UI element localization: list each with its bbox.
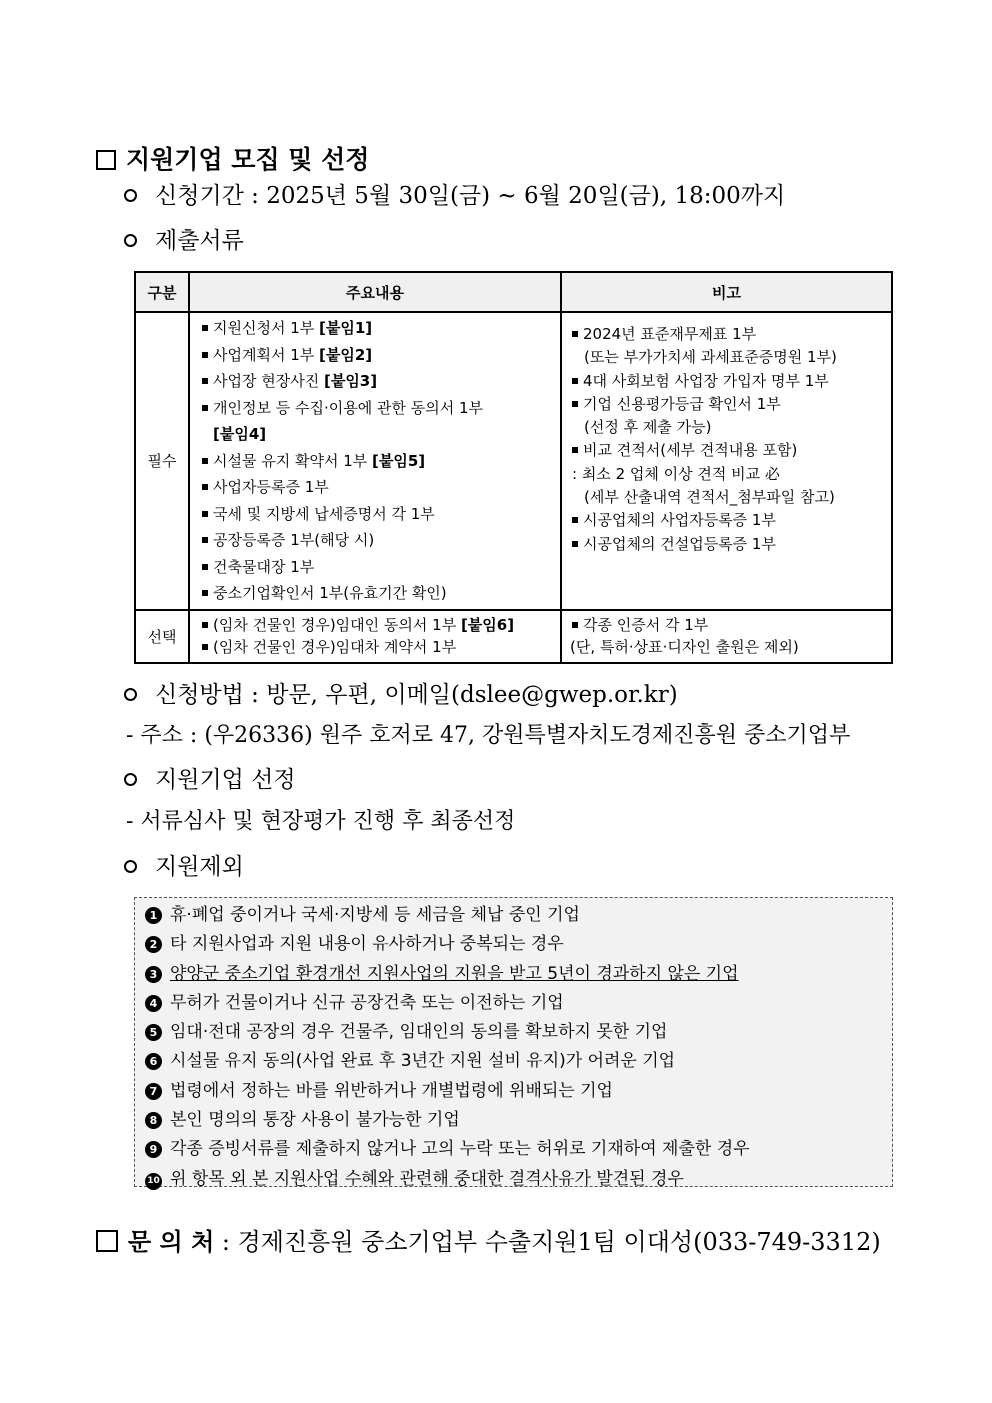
square-bullet-icon [202,644,208,650]
list-item: (세부 산출내역 견적서_첨부파일 참고) [584,488,835,507]
circle-bullet-icon [124,860,137,873]
numbered-circle-icon: 4 [145,995,162,1012]
list-item: 2 타 지원사업과 지원 내용이 유사하거나 중복되는 경우 [145,930,892,959]
numbered-circle-icon: 3 [145,966,162,983]
list-item: 기업 신용평가등급 확인서 1부 [572,393,891,416]
circle-bullet-icon [124,773,137,786]
square-bullet-icon [202,564,208,570]
optional-label: 선택 [135,610,189,663]
selection-detail: - 서류심사 및 현장평가 진행 후 최종선정 [126,809,516,834]
header-remarks: 비고 [561,272,892,312]
list-item: 시공업체의 건설업등록증 1부 [572,533,891,556]
list-item: 중소기업확인서 1부(유효기간 확인) [202,580,560,607]
table-row-required [135,312,892,610]
numbered-circle-icon: 8 [145,1112,162,1129]
contact-text: : 경제진흥원 중소기업부 수출지원1팀 이대성(033-749-3312) [214,1228,881,1256]
square-bullet-icon [202,458,208,464]
contact-line [96,1222,881,1257]
checkbox-square-icon [96,1230,118,1252]
circle-bullet-icon [124,189,137,202]
list-item: 공장등록증 1부(해당 시) [202,527,560,554]
list-item: (임차 건물인 경우)임대인 동의서 1부 [붙임6] [202,614,560,636]
list-item: 국세 및 지방세 납세증명서 각 1부 [202,501,560,528]
application-address: - 주소 : (우26336) 원주 호저로 47, 강원특별자치도경제진흥원 중소기업부 [126,723,851,748]
exclusion-heading: 지원제외 [124,848,244,881]
exclusion-box [134,897,893,1187]
list-item: 3 양양군 중소기업 환경개선 지원사업의 지원을 받고 5년이 경과하지 않은 기업 [145,960,892,989]
list-item: [붙임4] [213,425,267,443]
contact-label: 문 의 처 [128,1228,215,1256]
circle-bullet-icon [124,688,137,701]
list-item: (선정 후 제출 가능) [584,418,712,437]
list-item: 각종 인증서 각 1부 [572,614,891,636]
table-header-row [135,272,892,312]
list-item: 8 본인 명의의 통장 사용이 불가능한 기업 [145,1106,892,1135]
list-item: 4 무허가 건물이거나 신규 공장건축 또는 이전하는 기업 [145,989,892,1018]
list-item: 지원신청서 1부 [붙임1] [202,315,560,342]
numbered-circle-icon: 6 [145,1053,162,1070]
square-bullet-icon [572,541,578,547]
square-bullet-icon [202,325,208,331]
square-bullet-icon [202,590,208,596]
list-item: (임차 건물인 경우)임대차 계약서 1부 [202,636,560,658]
square-bullet-icon [202,405,208,411]
list-item: (단, 특허·상표·디자인 출원은 제외) [570,638,799,656]
numbered-circle-icon: 1 [145,907,162,924]
application-method: 신청방법 : 방문, 우편, 이메일(dslee@gwep.or.kr) [124,676,678,709]
numbered-circle-icon: 2 [145,936,162,953]
square-bullet-icon [202,484,208,490]
square-bullet-icon [572,378,578,384]
numbered-circle-icon: 5 [145,1024,162,1041]
list-item: 시공업체의 사업자등록증 1부 [572,509,891,532]
square-bullet-icon [572,447,578,453]
list-item: 사업자등록증 1부 [202,474,560,501]
square-bullet-icon [572,622,578,628]
selection-heading: 지원기업 선정 [124,761,296,794]
square-bullet-icon [202,378,208,384]
list-item: 9 각종 증빙서류를 제출하지 않거나 고의 누락 또는 허위로 기재하여 제출한 경우 [145,1135,892,1164]
application-period: 신청기간 : 2025년 5월 30일(금) ~ 6월 20일(금), 18:00까지 [124,177,785,210]
list-item: 10 위 항목 외 본 지원사업 수혜와 관련해 중대한 결격사유가 발견된 경우 [145,1165,892,1194]
square-bullet-icon [202,622,208,628]
list-item: 시설물 유지 확약서 1부 [붙임5] [202,448,560,475]
list-item: : 최소 2 업체 이상 견적 비교 必 [572,464,780,483]
checkbox-square-icon [96,150,116,170]
list-item: 4대 사회보험 사업장 가입자 명부 1부 [572,370,891,393]
numbered-circle-icon: 9 [145,1141,162,1158]
numbered-circle-icon: 10 [145,1173,162,1190]
list-item: 사업장 현장사진 [붙임3] [202,368,560,395]
list-item: 2024년 표준재무제표 1부 [572,323,891,346]
optional-notes [561,610,892,663]
list-item: 건축물대장 1부 [202,554,560,581]
list-item: 1 휴·폐업 중이거나 국세·지방세 등 세금을 체납 중인 기업 [145,901,892,930]
list-item: 7 법령에서 정하는 바를 위반하거나 개별법령에 위배되는 기업 [145,1077,892,1106]
list-item: 5 임대·전대 공장의 경우 건물주, 임대인의 동의를 확보하지 못한 기업 [145,1018,892,1047]
circle-bullet-icon [124,234,137,247]
section-title: 지원기업 모집 및 선정 [96,140,369,176]
documents-heading: 제출서류 [124,222,244,255]
header-category: 구분 [135,272,189,312]
documents-table [134,271,893,664]
table-row-optional [135,610,892,663]
list-item: (또는 부가가치세 과세표준증명원 1부) [584,348,837,367]
list-item: 비교 견적서(세부 견적내용 포함) [572,439,891,462]
required-items [189,312,561,610]
square-bullet-icon [572,331,578,337]
required-label: 필수 [135,312,189,610]
square-bullet-icon [202,352,208,358]
square-bullet-icon [202,511,208,517]
square-bullet-icon [572,401,578,407]
square-bullet-icon [202,537,208,543]
optional-items [189,610,561,663]
numbered-circle-icon: 7 [145,1083,162,1100]
required-notes [561,312,892,610]
list-item: 개인정보 등 수집·이용에 관한 동의서 1부 [202,395,560,422]
list-item: 사업계획서 1부 [붙임2] [202,342,560,369]
header-content: 주요내용 [189,272,561,312]
list-item: 6 시설물 유지 동의(사업 완료 후 3년간 지원 설비 유지)가 어려운 기업 [145,1047,892,1076]
square-bullet-icon [572,517,578,523]
